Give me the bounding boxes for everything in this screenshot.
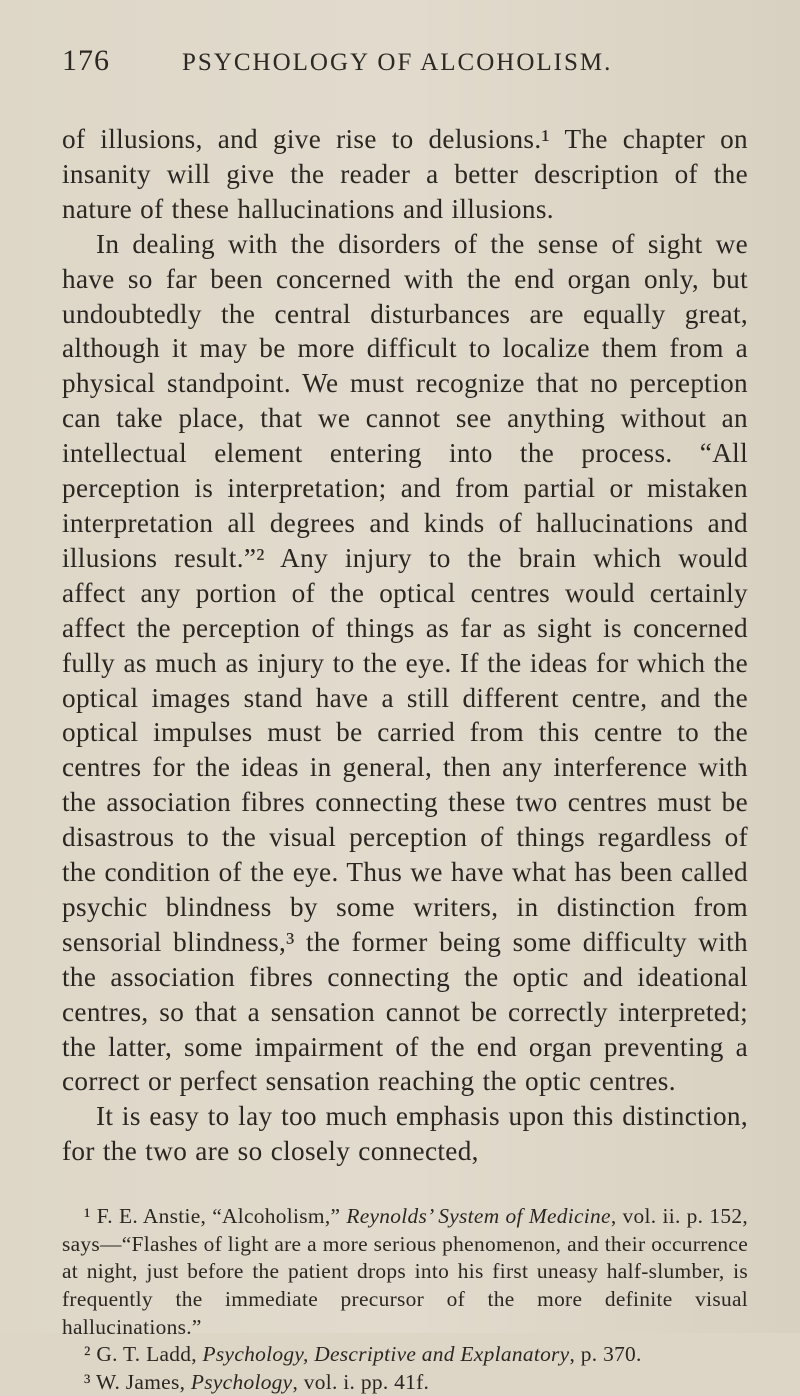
footnote-3 bbox=[62, 1369, 748, 1396]
footnote-2-title: Psychology, Descriptive and Explanatory bbox=[202, 1342, 570, 1367]
footnote-3-prefix: ³ W. James, bbox=[84, 1369, 191, 1394]
paragraph-2: In dealing with the disorders of the sense of sight we have so far been concerned with the end organ only, but undoubtedly the central disturbances are equally great, although it may be more difficult to localize them from a physical standpoint. We must recognize that no perception can take place, that we cannot see anything without an intellectual element entering into the process. “All perception is interpretation; and from partial or mistaken interpretation all degrees and kinds of hallucinations and illusions result.”² Any injury to the brain which would affect any portion of the optical centres would certainly affect the perception of things as far as sight is concerned fully as much as injury to the eye. If the ideas for which the optical images stand have a still different centre, and the optical impulses must be carried from this centre to the centres for the ideas in general, then any interference with the association fibres connecting these two centres must be disastrous to the visual perception of things regardless of the condition of the eye. Thus we have what has been called psychic blindness by some writers, in distinction from sensorial blindness,³ the former being some difficulty with the association fibres connecting the optic and ideational centres, so that a sensation cannot be correctly interpreted; the latter, some impairment of the end organ preventing a correct or perfect sensation reaching the optic centres. bbox=[62, 228, 748, 1097]
footnote-1-title: Reynolds’ System of Medicine bbox=[346, 1204, 611, 1229]
body-text bbox=[62, 122, 748, 1169]
page-number: 176 bbox=[62, 44, 110, 77]
footnote-1-suffix: , vol. ii. p. 152, says—“Flashes of light are a more serious phenomenon, and their occurrence at night, just before the patient drops into his first uneasy half-slumber, is frequently the immediate precursor of the more definite visual hallucinations.” bbox=[62, 1204, 749, 1339]
footnote-2-prefix: ² G. T. Ladd, bbox=[84, 1342, 203, 1367]
footnote-2-suffix: , p. 370. bbox=[569, 1342, 642, 1367]
footnote-3-title: Psychology bbox=[190, 1369, 293, 1394]
footnotes bbox=[62, 1203, 748, 1396]
footnote-1 bbox=[62, 1203, 748, 1341]
footnote-1-prefix: ¹ F. E. Anstie, “Alcoholism,” bbox=[84, 1204, 347, 1229]
paragraph-1: of illusions, and give rise to delusions.¹ The chapter on insanity will give the reader a better description of the nature of these hallucinations and illusions. bbox=[62, 124, 748, 224]
footnote-3-suffix: , vol. i. pp. 41f. bbox=[292, 1369, 430, 1394]
running-head bbox=[62, 44, 748, 94]
paragraph-3: It is easy to lay too much emphasis upon this distinction, for the two are so closely connected, bbox=[62, 1101, 748, 1167]
footnote-2 bbox=[62, 1341, 748, 1369]
running-title: PSYCHOLOGY OF ALCOHOLISM. bbox=[182, 49, 613, 76]
